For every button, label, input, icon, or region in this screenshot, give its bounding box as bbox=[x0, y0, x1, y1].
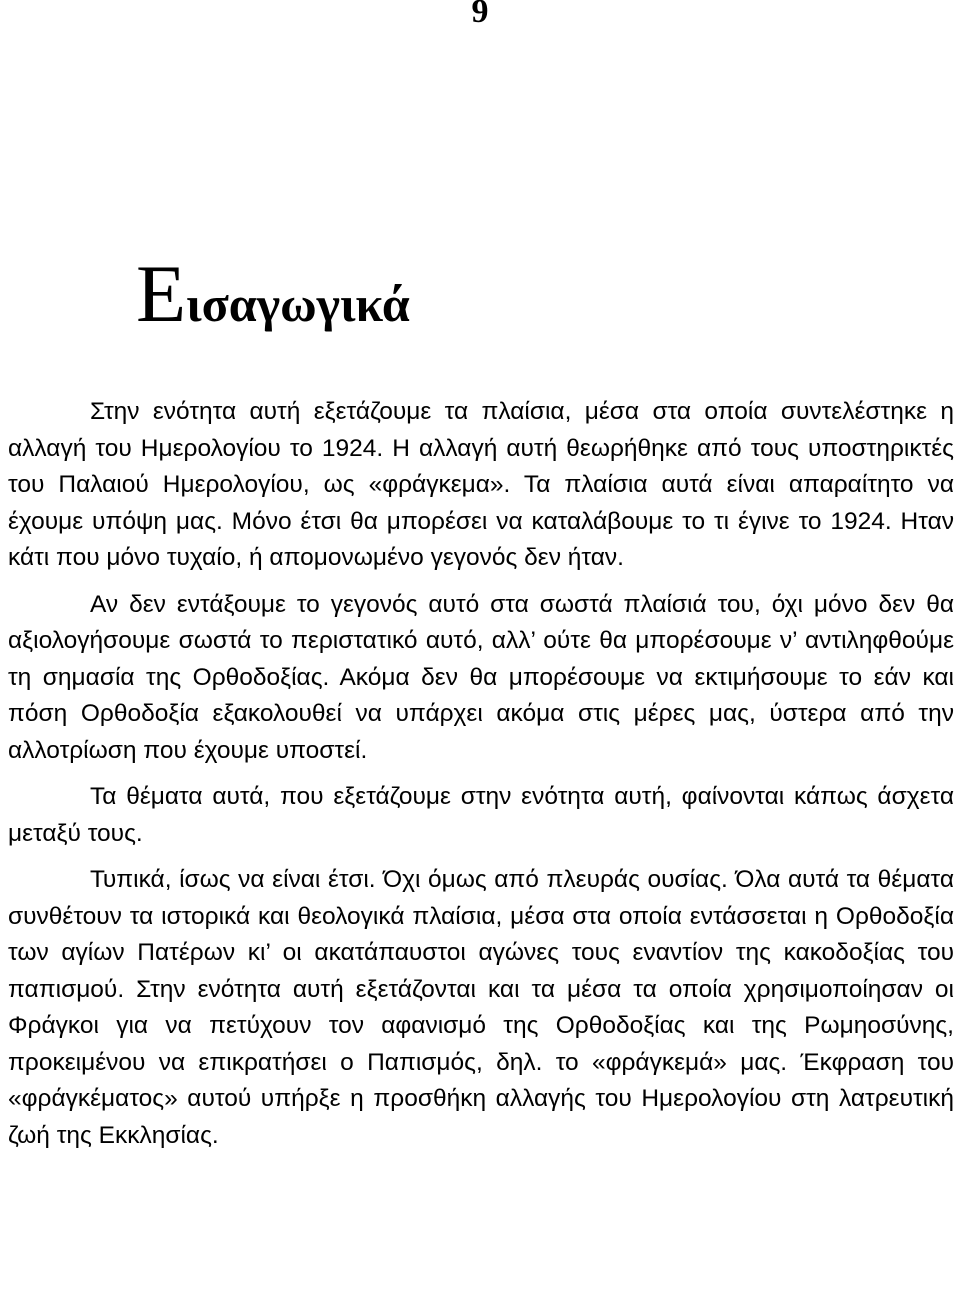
paragraph-essence: Τυπικά, ίσως να είναι έτσι. Όχι όμως από πλευράς ουσίας. Όλα αυτά τα θέματα συνθέτουν τα ιστορικά και θεολογικά πλαίσια, μέσα στα οποία εντάσσεται η Ορθοδοξία των αγίων Πατέρων κι’ οι ακατάπαυστοι αγώνες τους εναντίον της κακοδοξίας του παπισμού. Στην ενότητα αυτή εξετάζονται και τα μέσα τα οποία χρησιμοποίησαν οι Φράγκοι για να πετύχουν τον αφανισμό της Ορθοδοξίας και της Ρωμηοσύνης, προκειμένου να επικρατήσει ο Παπισμός, δηλ. το «φράγκεμά» μας. Έκφραση του «φράγκέματος» αυτού υπήρξε η προσθήκη αλλαγής του Ημερολογίου στη λατρευτική ζωή της Εκκλησίας. bbox=[8, 866, 954, 1149]
paragraph-topics: Τα θέματα αυτά, που εξετάζουμε στην ενότητα αυτή, φαίνονται κάπως άσχετα μεταξύ τους. bbox=[8, 783, 954, 847]
chapter-title-rest: ισαγωγικά bbox=[186, 276, 410, 332]
paragraph-intro: Στην ενότητα αυτή εξετάζουμε τα πλαίσια, μέσα στα οποία συντελέστηκε η αλλαγή του Ημερολογίου το 1924. Η αλλαγή αυτή θεωρήθηκε από τους υποστηρικτές του Παλαιού Ημερολογίου, ως «φράγκεμα». Τα πλαίσια αυτά είναι απαραίτητο να έχουμε υπόψη μας. Μόνο έτσι θα μπορέσει να καταλάβουμε το τι έγινε το 1924. Ηταν κάτι που μόνο τυχαίο, ή απομονωμένο γεγονός δεν ήταν. bbox=[8, 398, 954, 571]
body-text bbox=[8, 394, 954, 1154]
chapter-title bbox=[136, 248, 410, 344]
chapter-title-initial: Ε bbox=[136, 248, 187, 339]
paragraph-context: Αν δεν εντάξουμε το γεγονός αυτό στα σωστά πλαίσιά του, όχι μόνο δεν θα αξιολογήσουμε σωστά το περιστατικό αυτό, αλλ’ ούτε θα μπορέσουμε ν’ αντιληφθούμε τη σημασία της Ορθοδοξίας. Ακόμα δεν θα μπορέσουμε να εκτιμήσουμε το εάν και πόση Ορθοδοξία εξακολουθεί να υπάρχει ακόμα στις μέρες μας, ύστερα από την αλλοτρίωση που έχουμε υποστεί. bbox=[8, 590, 954, 764]
page-number: 9 bbox=[471, 0, 489, 30]
